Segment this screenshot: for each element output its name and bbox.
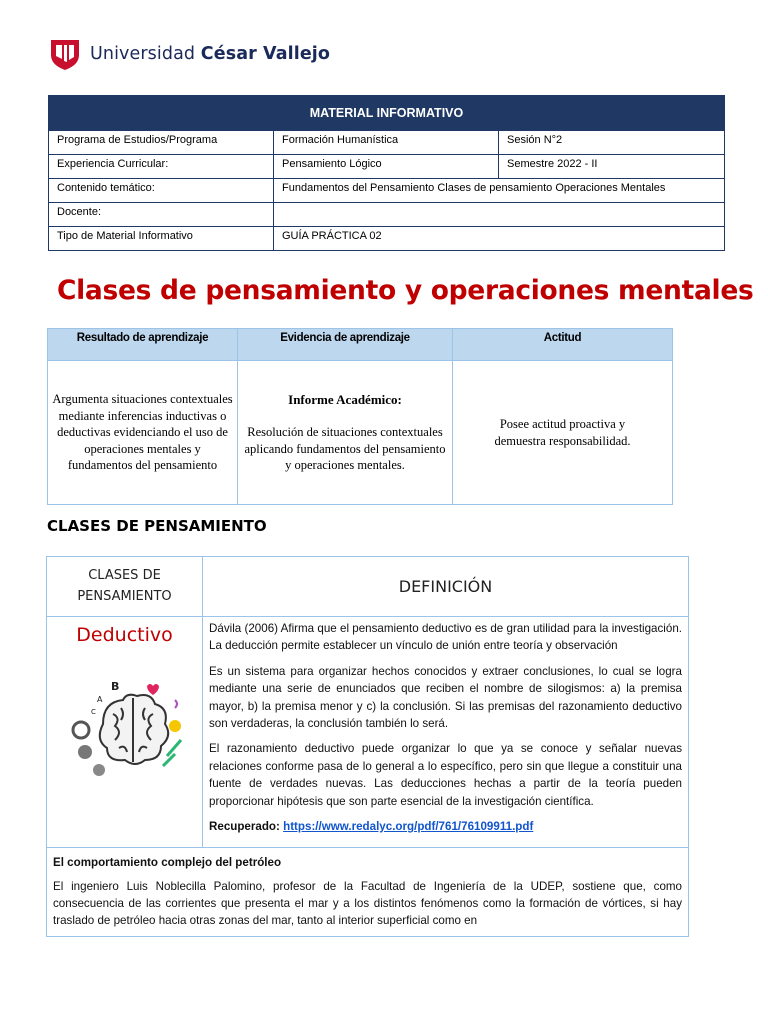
- section-title: CLASES DE PENSAMIENTO: [47, 517, 267, 535]
- resultado-cell: Argumenta situaciones contextuales mediante inferencias inductivas o deductivas evidenciando el uso de operaciones mentales y fundamentos del pensamiento: [48, 361, 238, 505]
- table-cell: Semestre 2022 - II: [499, 155, 725, 179]
- class-type-label: Deductivo: [76, 624, 173, 646]
- table-row: [49, 179, 725, 203]
- class-type-cell: [47, 617, 203, 848]
- column-header: Resultado de aprendizaje: [48, 329, 238, 361]
- definition-paragraph: Es un sistema para organizar hechos conocidos y extraer conclusiones, lo cual se logra mediante una serie de enunciados que reciben el nombre de silogismos: a) la premisa mayor, b) la premisa menor y c) la conclusión. Si las premisas del razonamiento deductivo son verdaderas, la conclusión también lo será.: [209, 664, 682, 730]
- table-cell: Pensamiento Lógico: [274, 155, 499, 179]
- table-cell: Tipo de Material Informativo: [49, 227, 274, 251]
- table-cell: Contenido temático:: [49, 179, 274, 203]
- column-header: Evidencia de aprendizaje: [238, 329, 453, 361]
- svg-text:A: A: [96, 695, 102, 704]
- recovered-label: Recuperado:: [209, 819, 280, 833]
- table-row: [49, 155, 725, 179]
- article-cell: [47, 848, 689, 937]
- table-cell: Docente:: [49, 203, 274, 227]
- table-row: [49, 203, 725, 227]
- table-row: [49, 227, 725, 251]
- material-info-heading: MATERIAL INFORMATIVO: [49, 96, 725, 131]
- column-header: DEFINICIÓN: [203, 557, 689, 617]
- university-logo: [50, 36, 330, 72]
- recovered-line: [209, 818, 682, 835]
- table-cell: Experiencia Curricular:: [49, 155, 274, 179]
- svg-text:B: B: [110, 680, 119, 693]
- evidencia-cell: [238, 361, 453, 505]
- table-cell: Programa de Estudios/Programa: [49, 131, 274, 155]
- table-cell: Formación Humanística: [274, 131, 499, 155]
- definition-cell: [203, 617, 689, 848]
- table-cell: Fundamentos del Pensamiento Clases de pensamiento Operaciones Mentales: [274, 179, 725, 203]
- table-row: [49, 131, 725, 155]
- definition-paragraph: Dávila (2006) Afirma que el pensamiento deductivo es de gran utilidad para la investigación. La deducción permite establecer un vínculo de unión entre teoría y observación: [209, 622, 682, 653]
- logo-text: Universidad César Vallejo: [90, 44, 331, 64]
- ucv-shield-icon: [50, 37, 80, 71]
- column-header: CLASES DE PENSAMIENTO: [47, 557, 203, 617]
- evidencia-text: Resolución de situaciones contextuales aplicando fundamentos del pensamiento y operaciones mentales.: [244, 425, 446, 473]
- table-cell: Sesión N°2: [499, 131, 725, 155]
- source-link[interactable]: https://www.redalyc.org/pdf/761/76109911.pdf: [283, 819, 534, 833]
- evidencia-title: Informe Académico:: [288, 392, 402, 408]
- classes-table: [46, 556, 689, 937]
- page-title: Clases de pensamiento y operaciones mentales: [57, 275, 754, 306]
- column-header: Actitud: [453, 329, 673, 361]
- actitud-cell: Posee actitud proactiva y demuestra responsabilidad.: [453, 361, 673, 505]
- learning-outcomes-table: [47, 328, 673, 505]
- material-info-table: [48, 95, 725, 251]
- brain-illustration-icon: [63, 674, 187, 792]
- table-cell: GUÍA PRÁCTICA 02: [274, 227, 725, 251]
- article-title: El comportamiento complejo del petróleo: [53, 856, 282, 870]
- table-cell: [274, 203, 725, 227]
- svg-text:C: C: [90, 708, 96, 716]
- article-text: El ingeniero Luis Noblecilla Palomino, profesor de la Facultad de Ingeniería de la UDEP, sostiene que, como consecuencia de las corrientes que presenta el mar y a los distintos fenómenos como la formación de vórtices, si hay traslado de petróleo hacia otras zonas del mar, tanto al interior superficial como en: [53, 879, 682, 928]
- definition-paragraph: El razonamiento deductivo puede organizar lo que ya se conoce y señalar nuevas relaciones conforme pasa de lo general a lo específico, pero sin que llegue a constituir una fuente de verdades nuevas. Las deducciones hechas a partir de la teoría pueden proporcionar hipótesis que son parte esencial de la investigación científica.: [209, 742, 682, 808]
